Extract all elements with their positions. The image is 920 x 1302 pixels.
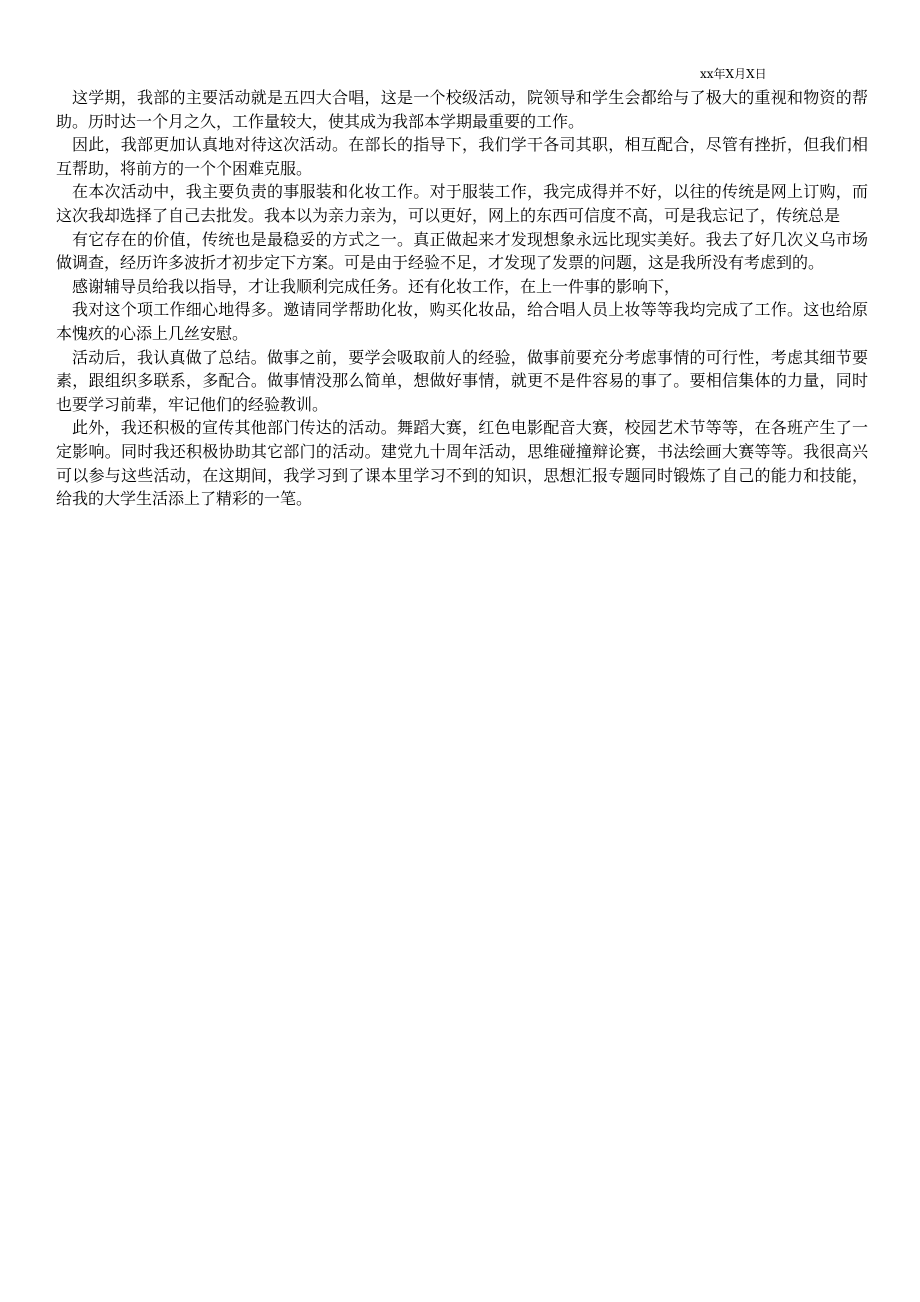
paragraph: 感谢辅导员给我以指导，才让我顺利完成任务。还有化妆工作，在上一件事的影响下，: [72, 276, 681, 296]
paragraph: 活动后，我认真做了总结。做事之前，要学会吸取前人的经验，做事前要充分考虑事情的可行性，考虑其细节要素，跟组织多联系，多配合。做事情没那么简单，想做好事情，就更不是件容易的事了。要相信集体的力量，同时也要学习前辈，牢记他们的经验教训。: [56, 347, 868, 414]
paragraph: 因此，我部更加认真地对待这次活动。在部长的指导下，我们学干各司其职，相互配合，尽管有挫折，但我们相互帮助，将前方的一个个困难克服。: [56, 135, 868, 178]
paragraph: 此外，我还积极的宣传其他部门传达的活动。舞蹈大赛，红色电影配音大赛，校园艺术节等等，在各班产生了一定影响。同时我还积极协助其它部门的活动。建党九十周年活动，思维碰撞辩论赛，书法绘画大赛等等。我很高兴可以参与这些活动，在这期间，我学习到了课本里学习不到的知识，思想汇报专题同时锻炼了自己的能力和技能，给我的大学生活添上了精彩的一笔。: [56, 418, 868, 509]
paragraph: 有它存在的价值，传统也是最稳妥的方式之一。真正做起来才发现想象永远比现实美好。我去了好几次义乌市场做调查，经历许多波折才初步定下方案。可是由于经验不足，才发现了发票的问题，这是我所没有考虑到的。: [56, 229, 868, 273]
document-body: [56, 86, 868, 511]
paragraph: 在本次活动中，我主要负责的事服装和化妆工作。对于服装工作，我完成得并不好，以往的传统是网上订购，而这次我却选择了自己去批发。我本以为亲力亲为，可以更好，网上的东西可信度不高，可是我忘记了，传统总是: [56, 182, 868, 225]
document-date: xx年X月X日: [700, 67, 767, 81]
paragraph: 这学期，我部的主要活动就是五四大合唱，这是一个校级活动，院领导和学生会都给与了极大的重视和物资的帮助。历时达一个月之久，工作量较大，使其成为我部本学期最重要的工作。: [56, 88, 868, 131]
paragraph: 我对这个项工作细心地得多。邀请同学帮助化妆，购买化妆品，给合唱人员上妆等等我均完成了工作。这也给原本愧疚的心添上几丝安慰。: [56, 300, 868, 343]
